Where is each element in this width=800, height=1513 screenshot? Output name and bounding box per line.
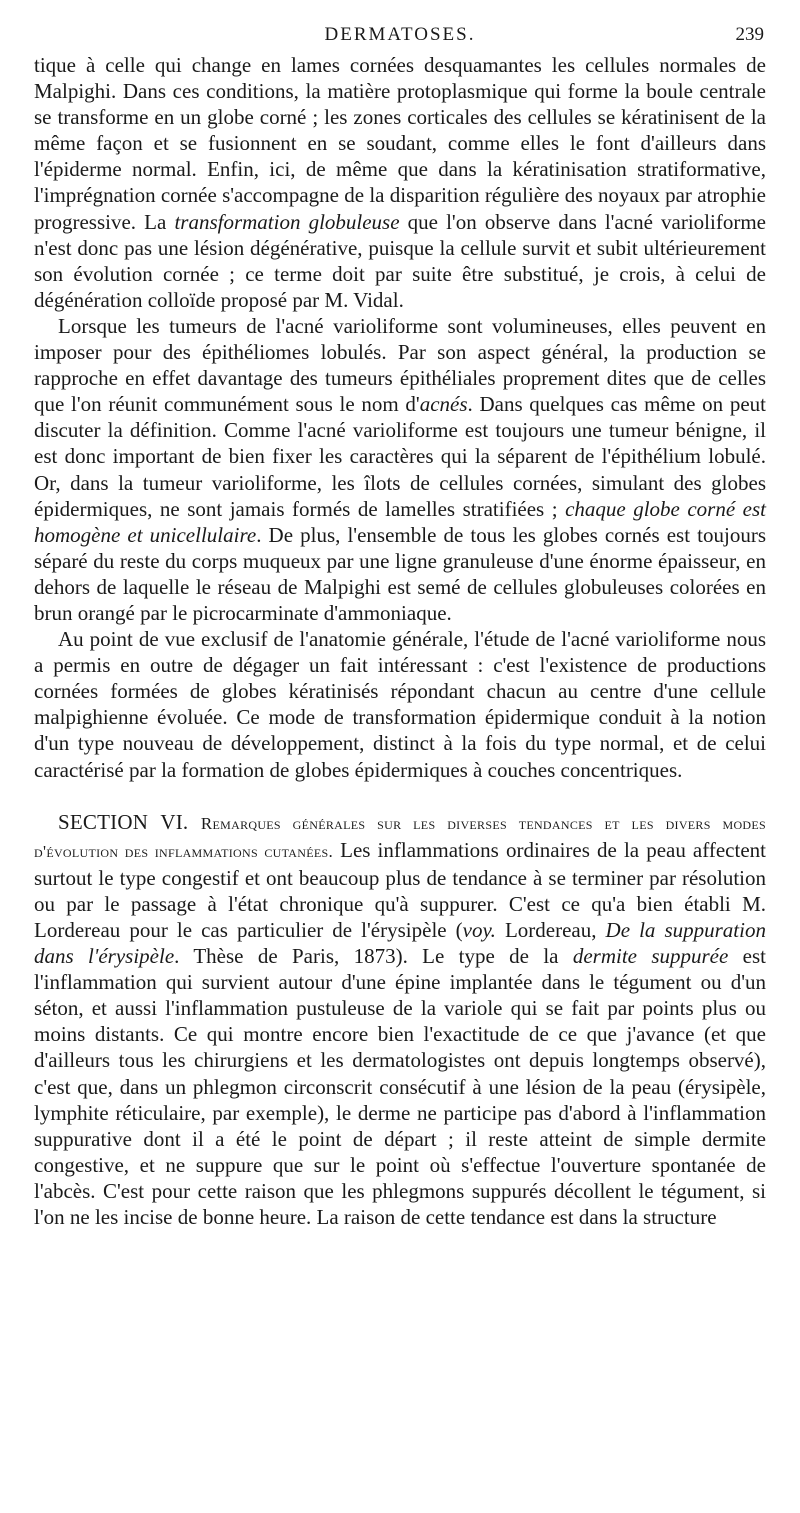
text-run: Lordereau, bbox=[495, 918, 606, 942]
paragraph-1 bbox=[34, 52, 766, 313]
text-run: que l'on observe dans l'acné varioliforme n'est donc pas une lésion dégénérative, puisque la cellule survit et subit ultérieurement son évolution cornée ; ce terme doit par suite être substitué, je crois, à celui de dégénération colloïde proposé par M. Vidal. bbox=[34, 209, 766, 312]
section-heading: Remarques générales sur les diverses tendances et les divers modes d'évolution des inflammations cutanées. bbox=[34, 813, 766, 861]
paragraph-3 bbox=[34, 626, 766, 783]
page-number: 239 bbox=[735, 24, 764, 45]
running-head bbox=[34, 18, 766, 52]
running-title: DERMATOSES. bbox=[324, 24, 476, 45]
book-page bbox=[34, 18, 766, 1230]
section-label: SECTION VI. bbox=[58, 809, 189, 834]
italic-term: dermite suppurée bbox=[572, 944, 729, 969]
italic-phrase: chaque globe corné est homogène et unicellulaire bbox=[34, 496, 766, 547]
body-text bbox=[34, 52, 766, 1230]
italic-term: acnés bbox=[419, 392, 468, 417]
text-run: tique à celle qui change en lames cornées desquamantes les cellules normales de Malpighi. Dans ces conditions, la matière protoplasmique qui forme la boule centrale se transforme en un globe corné ; les zones corticales des cellules se kératinisent de la même façon et se fusionnent en se soudant, comme elles le font d'ailleurs dans l'épiderme normal. Enfin, ici, de même que dans la kératinisation stratiformative, l'imprégnation cornée s'accompagne de la disparition régulière des noyaux par atrophie progressive. La bbox=[34, 53, 766, 234]
section-paragraph bbox=[34, 809, 766, 1231]
text-run: Les inflammations ordinaires de la peau affectent surtout le type congestif et ont beaucoup plus de tendance à se terminer par résolution ou par le passage à l'état chronique qu'à suppurer. C'est ce qu'a bien établi M. Lordereau pour le cas particulier de l'érysipèle ( bbox=[34, 837, 766, 942]
text-run: . Thèse de Paris, 1873). Le type de la bbox=[174, 944, 573, 969]
italic-term: voy. bbox=[462, 918, 496, 942]
paragraph-2 bbox=[34, 313, 766, 626]
text-run: Lorsque les tumeurs de l'acné varioliforme sont volumineuses, elles peuvent en imposer pour des épithéliomes lobulés. Par son aspect général, la production se rapproche en effet davantage des tumeurs épithéliales proprement dites que de celles que l'on réunit communément sous le nom d' bbox=[34, 313, 766, 417]
text-run: . Dans quelques cas même on peut discuter la définition. Comme l'acné varioliforme est toujours une tumeur bénigne, il est donc important de bien fixer les caractères qui la séparent de l'épithélium lobulé. Or, dans la tumeur varioliforme, les îlots de cellules cornées, simulant des globes épidermiques, ne sont jamais formés de lamelles stratifiées ; bbox=[34, 392, 766, 521]
text-run: Au point de vue exclusif de l'anatomie générale, l'étude de l'acné varioliforme nous a permis en outre de dégager un fait intéressant : c'est l'existence de productions cornées formées de globes kératinisés répondant chacun au centre d'une cellule malpighienne évoluée. Ce mode de transformation épidermique conduit à la notion d'un type nouveau de développement, distinct à la fois du type normal, et de celui caractérisé par la formation de globes épidermiques à couches concentriques. bbox=[34, 627, 766, 782]
italic-citation-title: De la suppuration dans l'érysipèle bbox=[34, 918, 766, 969]
text-run: est l'inflammation qui survient autour d'une épine implantée dans le tégument ou d'un séton, et aussi l'inflammation pustuleuse de la variole qui se fait par points plus ou moins distants. Ce qui montre encore bien l'exactitude de ce que j'avance (et que d'ailleurs tous les chirurgiens et les dermatologistes ont depuis longtemps observé), c'est que, dans un phlegmon circonscrit consécutif à une lésion de la peau (érysipèle, lymphite réticulaire, par exemple), le derme ne participe pas d'abord à l'inflammation suppurative dont il a été le point de départ ; il reste atteint de simple dermite congestive, et ne suppure que sur le point où s'effectue l'ouverture spontanée de l'abcès. C'est pour cette raison que les phlegmons suppurés décollent le tégument, si l'on ne les incise de bonne heure. La raison de cette tendance est dans la structure bbox=[34, 944, 766, 1230]
text-run: . De plus, l'ensemble de tous les globes cornés est toujours séparé du reste du corps muqueux par une ligne granuleuse d'une énorme épaisseur, en dehors de laquelle le réseau de Malpighi est semé de cellules globuleuses colorées en brun orangé par le picrocarminate d'ammoniaque. bbox=[34, 522, 766, 625]
italic-term: transformation globuleuse bbox=[174, 209, 400, 234]
